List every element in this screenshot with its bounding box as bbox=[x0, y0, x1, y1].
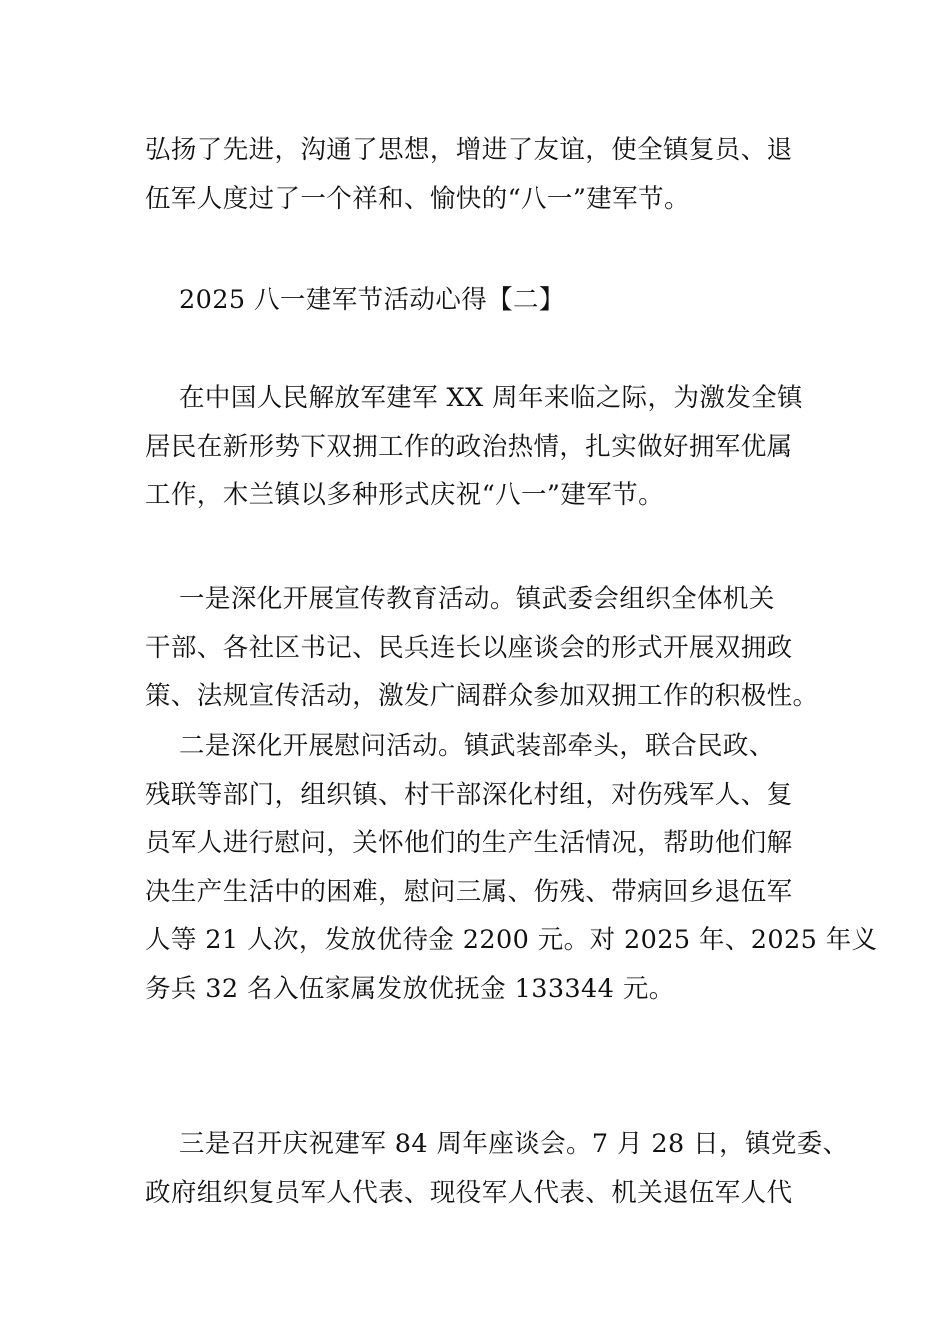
text-line: 策、法规宣传活动，激发广阔群众参加双拥工作的积极性。 bbox=[145, 681, 819, 711]
text-line: 务兵 32 名入伍家属发放优抚金 133344 元。 bbox=[145, 973, 675, 1004]
section-heading bbox=[145, 276, 835, 325]
text-line: 决生产生活中的困难，慰问三属、伤残、带病回乡退伍军 bbox=[145, 876, 793, 907]
paragraph-intro bbox=[145, 374, 835, 520]
text-line: 居民在新形势下双拥工作的政治热情，扎实做好拥军优属 bbox=[145, 431, 793, 462]
text-line: 员军人进行慰问，关怀他们的生产生活情况，帮助他们解 bbox=[145, 828, 793, 858]
paragraph-item-two bbox=[145, 722, 878, 1013]
text-line: 干部、各社区书记、民兵连长以座谈会的形式开展双拥政 bbox=[145, 632, 793, 663]
text-line: 伍军人度过了一个祥和、愉快的“八一”建军节。 bbox=[145, 183, 690, 214]
text-line: 三是召开庆祝建军 84 周年座谈会。7 月 28 日，镇党委、 bbox=[145, 1129, 849, 1159]
paragraph-item-one bbox=[145, 575, 835, 721]
paragraph-closing bbox=[145, 126, 835, 223]
text-line: 残联等部门，组织镇、村干部深化村组，对伤残军人、复 bbox=[145, 779, 793, 810]
text-line: 一是深化开展宣传教育活动。镇武委会组织全体机关 bbox=[145, 584, 775, 614]
paragraph-item-three bbox=[145, 1120, 849, 1217]
text-line: 弘扬了先进，沟通了思想，增进了友谊，使全镇复员、退 bbox=[145, 135, 793, 165]
text-line: 工作，木兰镇以多种形式庆祝“八一”建军节。 bbox=[145, 480, 664, 510]
text-line: 二是深化开展慰问活动。镇武装部牵头，联合民政、 bbox=[145, 731, 775, 761]
text-line: 在中国人民解放军建军 XX 周年来临之际，为激发全镇 bbox=[145, 383, 803, 413]
text-line: 政府组织复员军人代表、现役军人代表、机关退伍军人代 bbox=[145, 1177, 793, 1208]
heading-line: 2025 八一建军节活动心得【二】 bbox=[145, 285, 565, 315]
text-line: 人等 21 人次，发放优待金 2200 元。对 2025 年、2025 年义 bbox=[145, 925, 878, 955]
